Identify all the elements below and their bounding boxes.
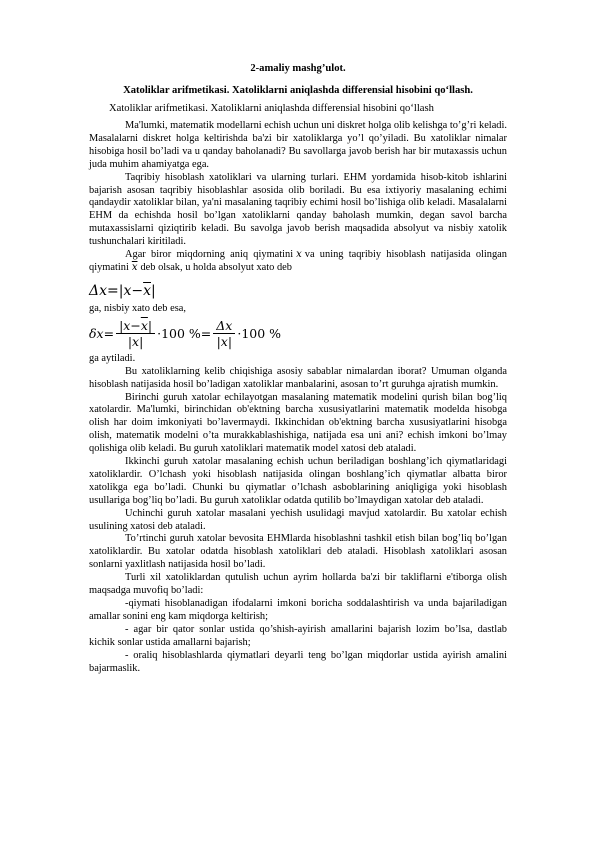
fraction-first — [116, 318, 155, 349]
document-subtitle: Xatoliklar arifmetikasi. Xatoliklarni aniqlashda differensial hisobini qo‘llash. — [123, 85, 473, 96]
formula-relative-error — [89, 317, 507, 351]
paragraph-recommendations: Turli xil xatoliklardan qutulish uchun ayrim hollarda ba'zi bir takliflarni e'tiborga olish maqsadga muvofiq bo’ladi: — [89, 572, 507, 597]
paragraph-sources: Bu xatoliklarning kelib chiqishiga asosiy sabablar nimalardan iborat? Umuman olganda hisoblash natijasida hosil bo’ladigan xatoliklar manbalarini, asosan to’rt guruhga ajratish mumkin. — [89, 365, 507, 390]
num1-a: |x− — [119, 318, 141, 334]
formula-rel-lhs: δx — [89, 326, 104, 342]
document-title: 2-amaliy mashg’ulot. — [250, 63, 346, 74]
symbol-xbar: $\overline{x}$ — [131, 261, 138, 273]
paragraph-second-group: Ikkinchi guruh xatolar masalaning echish uchun beriladigan boshlang’ich qiymatlaridagi xatoliklardir. O’lchash yoki hisoblash natijasida olingan boshlang’ich qiymatlar albatta biror xatolikga ega bo’ladi. Chunki bu qiymatlar o’lchash asboblarining aniqligiga yoki hisoblash usullariga bog’liq bo’ladi. Bu guruh xatoliklar odatda qutilib bo’lmaydigan xatolar deb ataladi. — [89, 456, 507, 506]
text-after-relative: ga aytiladi. — [89, 352, 136, 364]
formula-absolute-error — [89, 282, 507, 300]
fraction-second — [213, 318, 235, 349]
paragraph-definition — [89, 249, 507, 275]
definition-text-b: va uning taqribiy hisoblash natijasida olingan qiymatini — [89, 249, 507, 273]
paragraph-first-group: Birinchi guruh xatolar echilayotgan masalaning matematik modelini qurish bilan bog’liq xatolardir. Ma'lumki, birinchidan ob'ektning barcha xususiyatlarini matematik modelda hisobga olish har doim imkoniyati bo’lavermaydi. Ikkinchidan ob'ektning barcha xususiyatlarini hisobga olish, matematik modelni o’ta murakkablashishiga, natijada esa uni ani? echish imkoni bo’lmay qolishiga olib keladi. Bu guruh xatoliklari matematik model xatosi deb ataladi. — [89, 391, 507, 455]
fraction-second-denominator: |x| — [216, 334, 233, 350]
paragraph-fourth-group: To’rtinchi guruh xatolar bevosita EHMlarda hisoblashni tashkil etish bilan bog’liq bo’lgan xatoliklardir. Bu xatolar odatda hisoblash xatoliklari deb ataladi. Hisoblash xatoliklari asosan sonlarni yaxlitlash natijasida hosil bo’ladi. — [89, 533, 507, 571]
text-after-absolute: ga, nisbiy xato deb esa, — [89, 302, 186, 314]
formula-rel-eq1: = — [103, 326, 115, 342]
formula-rel-mul1: ·100 % — [157, 326, 201, 342]
num1-b: $\overline{x}$ — [140, 318, 148, 334]
section-heading: Xatoliklar arifmetikasi. Xatoliklarni aniqlashda differensial hisobini qo‘llash — [109, 103, 434, 114]
formula-abs-lhs: Δx — [89, 282, 108, 299]
formula-abs-eq: = — [107, 282, 119, 299]
paragraph-third-group: Uchinchi guruh xatolar masalani yechish usulidagi mavjud xatolardir. Bu xatolar echish usulining xatosi deb ataladi. — [89, 507, 507, 532]
list-item: - agar bir qator sonlar ustida qo’shish-ayirish amallarini bajarish lozim bo’lsa, dastlab kichik sonlar ustida amallarni bajarish; — [89, 623, 507, 648]
definition-text-c: deb olsak, u holda absolyut xato deb — [140, 261, 292, 273]
formula-rel-mul2: ·100 % — [237, 326, 282, 342]
formula-abs-b: $\overline{x}$ — [143, 282, 151, 299]
list-item: - oraliq hisoblashlarda qiymatlari deyarli teng bo’lgan miqdorlar ustida ayirish amalini bajarmaslik. — [89, 649, 507, 674]
paragraph-error-types: Taqribiy hisoblash xatoliklari va ularning turlari. EHM yordamida hisob-kitob ishlarini bajarish asosan taqribiy hisoblashlar asosida olib boriladi. Bu esa ixtiyoriy masalaning echimi qandaydir xatoliklar bilan, ya'ni masalaning taqribiy echimi hosil bo’lishiga olib keladi. Masalalarni EHM da echishda hosil bo’lgan xatoliklarni qanday baholash mumkin, degan savol barcha mutaxassislarni qiziqtirib keladi. Bu savolga javob berish maqsadida absolyut va nisbiy xatolik tushunchalari kiritiladi. — [89, 171, 507, 248]
fraction-second-numerator: Δx — [213, 318, 235, 334]
fraction-first-numerator — [116, 318, 155, 334]
symbol-x: x — [296, 249, 302, 261]
paragraph-intro: Ma'lumki, matematik modellarni echish uchun uni diskret holga olib kelishga to’g’ri keladi. Masalalarni diskret holga keltirishda ba'zi bir xatoliklarga yo’l qo’yiladi. Bu xatoliklar nimalar hisobiga hosil bo’ladi va u qanday baholanadi? Bu savollarga javob berish har bir mutaxassis uchun juda muhim ahamiyatga ega. — [89, 120, 507, 170]
formula-abs-a: |x− — [118, 282, 144, 299]
list-item: -qiymati hisoblanadigan ifodalarni imkoni boricha soddalashtirish va unda bajariladigan amallar sonini eng kam miqdorga keltirish; — [89, 598, 507, 622]
fraction-first-denominator: |x| — [127, 334, 144, 350]
definition-text-a: Agar biror miqdorning aniq qiymatini — [125, 249, 294, 261]
formula-abs-c: | — [151, 282, 156, 299]
num1-c: | — [147, 318, 153, 334]
formula-rel-eq2: = — [200, 326, 212, 342]
